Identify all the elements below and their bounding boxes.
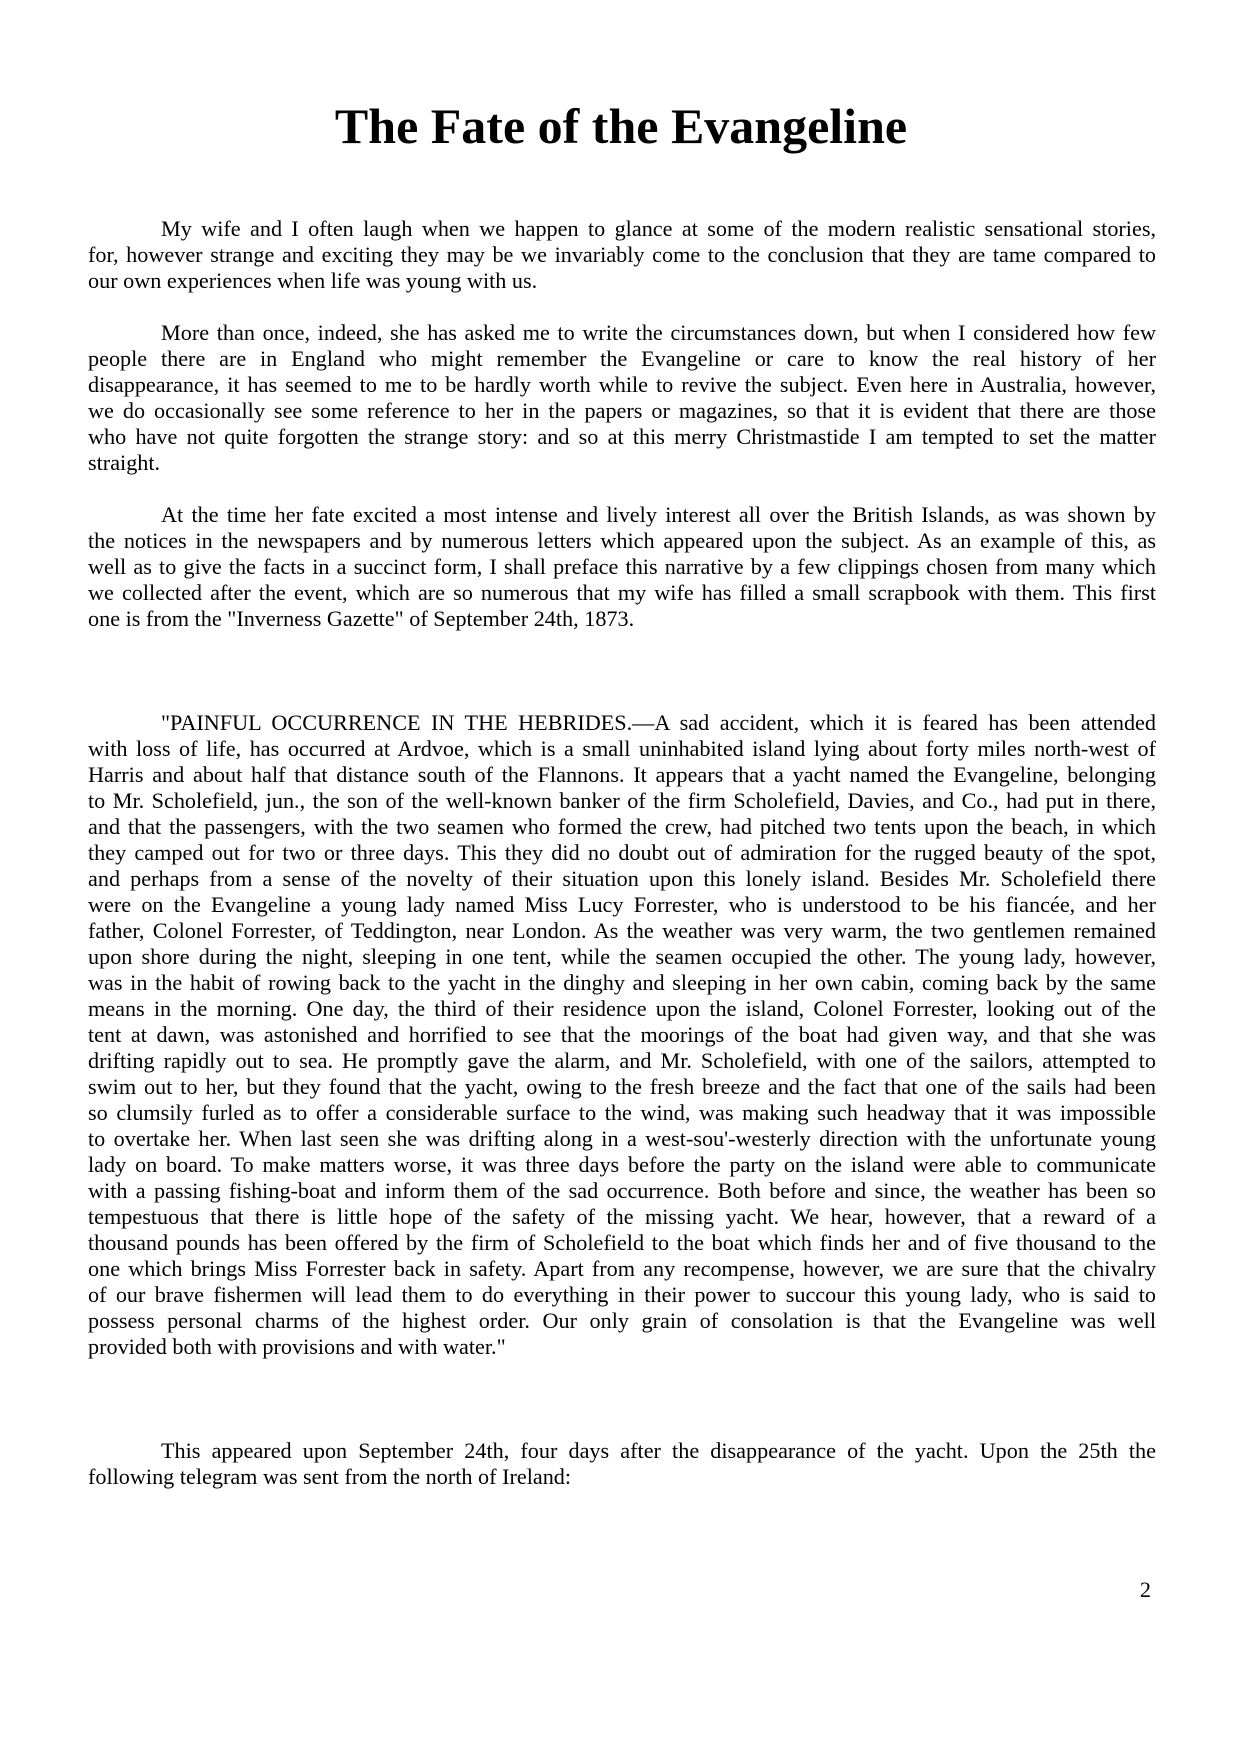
text-line: upon shore during the night, sleeping in one tent, while the seamen occupied the other. The young lady, however, <box>88 944 1156 969</box>
text-line: one is from the "Inverness Gazette" of September 24th, 1873. <box>88 606 635 631</box>
paragraph-2 <box>88 320 1156 476</box>
text-line: and that the passengers, with the two seamen who formed the crew, had pitched two tents upon the beach, in which <box>88 814 1156 839</box>
text-line: swim out to her, but they found that the yacht, owing to the fresh breeze and the fact that one of the sails had been <box>88 1074 1156 1099</box>
text-line: for, however strange and exciting they may be we invariably come to the conclusion that they are tame compared to <box>88 242 1156 267</box>
text-line: At the time her fate excited a most intense and lively interest all over the British Islands, as was shown by <box>161 502 1156 527</box>
text-line: straight. <box>88 450 161 475</box>
text-line: "PAINFUL OCCURRENCE IN THE HEBRIDES.—A sad accident, which it is feared has been attended <box>161 710 1156 735</box>
text-line: My wife and I often laugh when we happen to glance at some of the modern realistic sensational stories, <box>161 216 1156 241</box>
text-line: our own experiences when life was young with us. <box>88 268 538 293</box>
text-line: lady on board. To make matters worse, it was three days before the party on the island were able to communicate <box>88 1152 1156 1177</box>
text-line: provided both with provisions and with water." <box>88 1334 506 1359</box>
text-line: to overtake her. When last seen she was drifting along in a west-sou'-westerly direction with the unfortunate young <box>88 1126 1156 1151</box>
text-line: and perhaps from a sense of the novelty of their situation upon this lonely island. Besides Mr. Scholefield there <box>88 866 1156 891</box>
text-line: were on the Evangeline a young lady named Miss Lucy Forrester, who is understood to be his fiancée, and her <box>88 892 1156 917</box>
text-line: father, Colonel Forrester, of Teddington, near London. As the weather was very warm, the two gentlemen remained <box>88 918 1156 943</box>
text-line: so clumsily furled as to offer a considerable surface to the wind, was making such headway that it was impossible <box>88 1100 1156 1125</box>
quoted-newspaper-clipping <box>88 710 1156 1360</box>
article-body <box>88 216 1156 1490</box>
text-line: tent at dawn, was astonished and horrified to see that the moorings of the boat had given way, and that she was <box>88 1022 1156 1047</box>
paragraph-3 <box>88 502 1156 632</box>
text-line: More than once, indeed, she has asked me to write the circumstances down, but when I considered how few <box>161 320 1156 345</box>
text-line: we collected after the event, which are so numerous that my wife has filled a small scrapbook with them. This first <box>88 580 1156 605</box>
text-line: of our brave fishermen will lead them to do everything in their power to succour this young lady, who is said to <box>88 1282 1156 1307</box>
text-line: who have not quite forgotten the strange story: and so at this merry Christmastide I am tempted to set the matter <box>88 424 1156 449</box>
text-line: to Mr. Scholefield, jun., the son of the well-known banker of the firm Scholefield, Davies, and Co., had put in there, <box>88 788 1156 813</box>
text-line: means in the morning. One day, the third of their residence upon the island, Colonel Forrester, looking out of the <box>88 996 1156 1021</box>
text-line: one which brings Miss Forrester back in safety. Apart from any recompense, however, we are sure that the chivalry <box>88 1256 1156 1281</box>
text-line: was in the habit of rowing back to the yacht in the dinghy and sleeping in her own cabin, coming back by the same <box>88 970 1156 995</box>
text-line: we do occasionally see some reference to her in the papers or magazines, so that it is evident that there are those <box>88 398 1156 423</box>
text-line: with loss of life, has occurred at Ardvoe, which is a small uninhabited island lying about forty miles north-west of <box>88 736 1156 761</box>
text-line: drifting rapidly out to sea. He promptly gave the alarm, and Mr. Scholefield, with one of the sailors, attempted to <box>88 1048 1156 1073</box>
text-line: tempestuous that there is little hope of the safety of the missing yacht. We hear, however, that a reward of a <box>88 1204 1156 1229</box>
text-line: Harris and about half that distance south of the Flannons. It appears that a yacht named the Evangeline, belonging <box>88 762 1156 787</box>
page-number: 2 <box>1139 1577 1151 1602</box>
text-line: disappearance, it has seemed to me to be hardly worth while to revive the subject. Even here in Australia, however, <box>88 372 1156 397</box>
text-line: thousand pounds has been offered by the firm of Scholefield to the boat which finds her and of five thousand to the <box>88 1230 1156 1255</box>
text-line: people there are in England who might remember the Evangeline or care to know the real history of her <box>88 346 1156 371</box>
text-line: This appeared upon September 24th, four days after the disappearance of the yacht. Upon the 25th the <box>161 1438 1156 1463</box>
text-line: possess personal charms of the highest order. Our only grain of consolation is that the Evangeline was well <box>88 1308 1156 1333</box>
text-line: with a passing fishing-boat and inform them of the sad occurrence. Both before and since, the weather has been so <box>88 1178 1156 1203</box>
text-line: they camped out for two or three days. This they did no doubt out of admiration for the rugged beauty of the spot, <box>88 840 1156 865</box>
text-line: the notices in the newspapers and by numerous letters which appeared upon the subject. As an example of this, as <box>88 528 1156 553</box>
text-line: well as to give the facts in a succinct form, I shall preface this narrative by a few clippings chosen from many which <box>88 554 1156 579</box>
page-title: The Fate of the Evangeline <box>334 98 908 154</box>
text-line: following telegram was sent from the north of Ireland: <box>88 1464 572 1489</box>
paragraph-5 <box>88 1438 1156 1490</box>
paragraph-1 <box>88 216 1156 294</box>
